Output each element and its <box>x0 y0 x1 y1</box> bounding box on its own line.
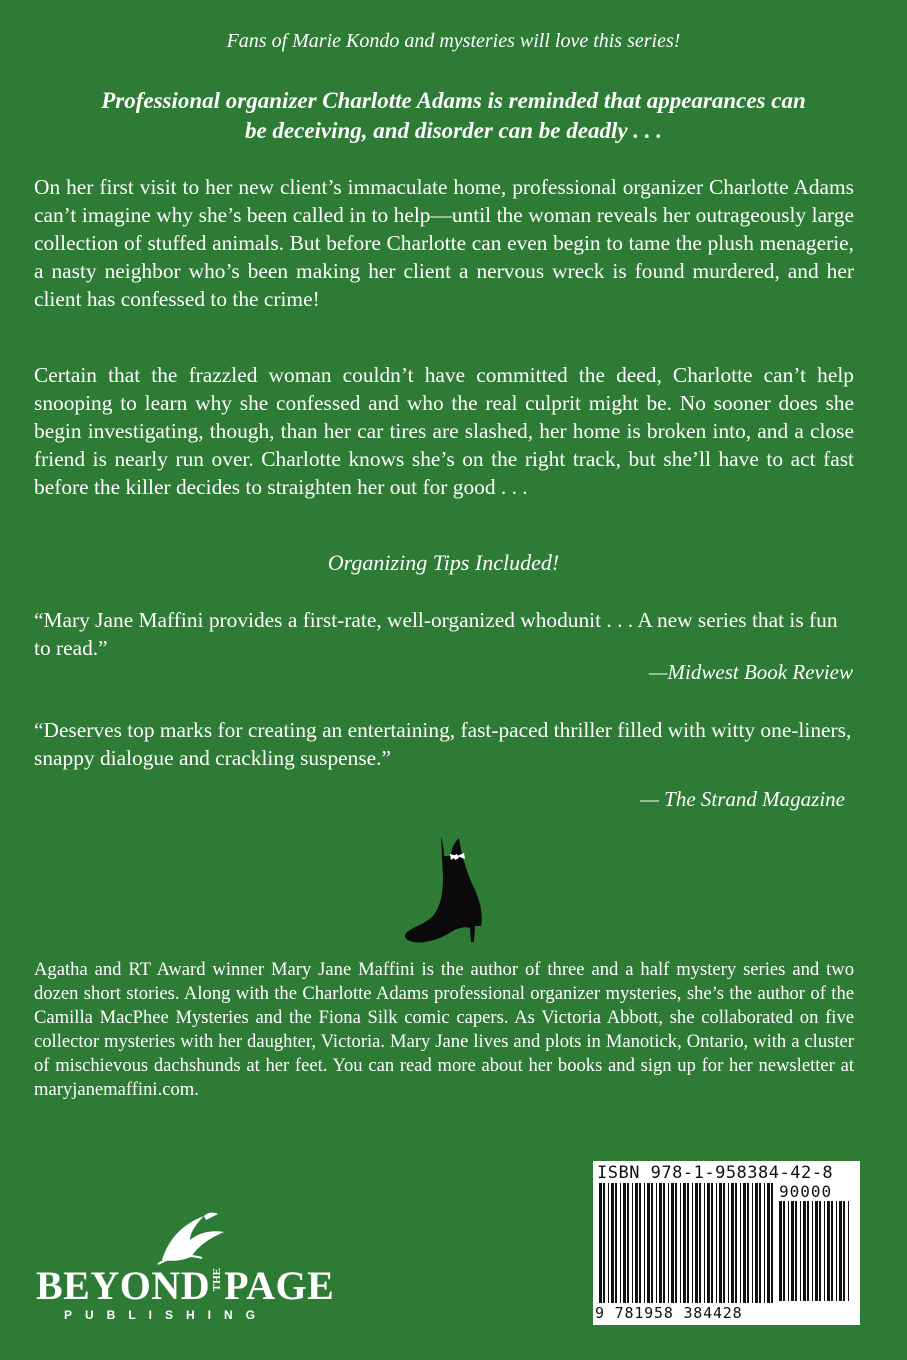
price-barcode-bars <box>779 1201 853 1301</box>
review-source-2: The Strand Magazine <box>664 787 845 811</box>
tagline: Fans of Marie Kondo and mysteries will love this series! <box>226 30 681 52</box>
logo-word-page: PAGE <box>224 1263 335 1308</box>
barcode-bars <box>599 1183 775 1303</box>
publisher-wordmark <box>36 1262 334 1309</box>
isbn-label: ISBN 978-1-958384-42-8 <box>597 1163 834 1183</box>
attribution-dash: — <box>640 787 665 811</box>
price-code: 90000 <box>779 1182 833 1201</box>
headline: Professional organizer Charlotte Adams is reminded that appearances can be deceiving, and disorder can be deadly . . . <box>101 88 806 143</box>
review-quote-2: “Deserves top marks for creating an entertaining, fast-paced thriller filled with witty one-liners, snappy dialogue and crackling suspense.” <box>34 718 852 770</box>
attribution-dash: — <box>648 660 668 684</box>
review-attribution-2 <box>640 787 845 812</box>
boot-icon <box>395 834 495 946</box>
bird-logo-icon <box>148 1210 228 1266</box>
review-attribution-1 <box>649 660 853 685</box>
review-source-1: Midwest Book Review <box>667 660 853 684</box>
logo-word-the: THE <box>211 1267 224 1291</box>
synopsis-paragraph-1: On her first visit to her new client’s immaculate home, professional organizer Charlotte Adams can’t imagine why she’s been called in to help—until the woman reveals her outrageously large collection of stuffed animals. But before Charlotte can even begin to tame the plush menagerie, a nasty neighbor who’s been making her client a nervous wreck is found murdered, and her client has confessed to the crime! <box>34 175 854 311</box>
isbn-barcode <box>593 1161 860 1325</box>
organizing-tips-note: Organizing Tips Included! <box>327 550 560 575</box>
logo-word-beyond: BEYOND <box>36 1263 211 1308</box>
synopsis-paragraph-2: Certain that the frazzled woman couldn’t have committed the deed, Charlotte can’t help snooping to learn why she confessed and who the real culprit might be. No sooner does she begin investigating, though, than her car tires are slashed, her home is broken into, and a close friend is nearly run over. Charlotte knows she’s on the right track, but she’ll have to act fast before the killer decides to straighten her out for good . . . <box>34 363 854 499</box>
logo-subtitle: PUBLISHING <box>64 1308 269 1322</box>
barcode-digits: 9 781958 384428 <box>595 1304 743 1322</box>
review-quote-1: “Mary Jane Maffini provides a first-rate, well-organized whodunit . . . A new series that is fun to read.” <box>34 608 838 660</box>
publisher-logo <box>36 1210 346 1330</box>
author-bio: Agatha and RT Award winner Mary Jane Maffini is the author of three and a half mystery series and two dozen short stories. Along with the Charlotte Adams professional organizer mysteries, she’s the author of the Camilla MacPhee Mysteries and the Fiona Silk comic capers. As Victoria Abbott, she collaborated on five collector mysteries with her daughter, Victoria. Mary Jane lives and plots in Manotick, Ontario, with a cluster of mischievous dachshunds at her feet. You can read more about her books and sign up for her newsletter at maryjanemaffini.com. <box>34 959 854 1100</box>
